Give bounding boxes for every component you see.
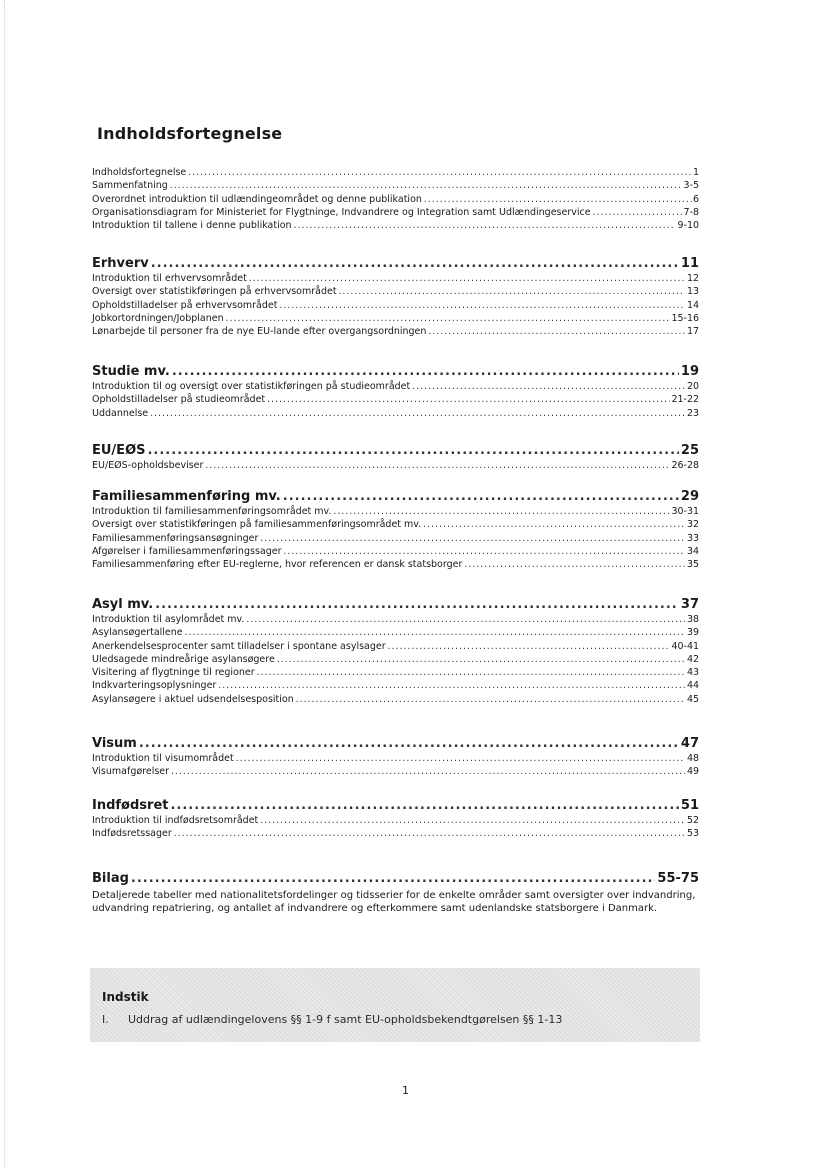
toc-section-heading[interactable]: Familiesammenføring mv. ..... 29 — [92, 489, 699, 505]
toc-entry[interactable]: Introduktion til visumområdet ..... 48 — [92, 752, 699, 765]
toc-section-heading[interactable]: Indfødsret ..... 51 — [92, 798, 699, 814]
page-edge — [0, 0, 5, 1168]
toc-entry[interactable]: Sammenfatning ..... 3-5 — [92, 179, 699, 192]
toc-entry[interactable]: Jobkortordningen/Jobplanen ..... 15-16 — [92, 312, 699, 325]
toc-entry[interactable]: Overordnet introduktion til udlændingeområdet og denne publikation ..... 6 — [92, 193, 699, 206]
toc-entry[interactable]: Opholdstilladelser på erhvervsområdet ..... 14 — [92, 299, 699, 312]
toc-section-visum — [92, 736, 699, 779]
toc-section-bilag — [92, 871, 699, 915]
toc-entry[interactable]: Uddannelse ..... 23 — [92, 407, 699, 420]
toc-section-erhverv — [92, 256, 699, 338]
appendix-box — [90, 968, 700, 1042]
toc-section-heading[interactable]: EU/EØS ..... 25 — [92, 443, 699, 459]
toc-section-heading[interactable]: Asyl mv. ..... 37 — [92, 597, 699, 613]
toc-section-heading[interactable]: Studie mv. ..... 19 — [92, 364, 699, 380]
appendix-item-number: I. — [102, 1013, 109, 1026]
toc-entry[interactable]: Anerkendelsesprocenter samt tilladelser i spontane asylsager ..... 40-41 — [92, 640, 699, 653]
bilag-description: Detaljerede tabeller med nationalitetsfordelinger og tidsserier for de enkelte områder samt oversigter over indvandring, udvandring repatriering, og antallet af indvandrere og efterkommere samt udenlandske statsborgere i Danmark. — [92, 890, 696, 914]
toc-section-asyl — [92, 597, 699, 706]
toc-entry[interactable]: Introduktion til indfødsretsområdet ..... 52 — [92, 814, 699, 827]
toc-section-familiesammenforing — [92, 489, 699, 571]
toc-entry[interactable]: Lønarbejde til personer fra de nye EU-lande efter overgangsordningen ..... 17 — [92, 325, 699, 338]
toc-entry[interactable]: Indkvarteringsoplysninger ..... 44 — [92, 679, 699, 692]
toc-section-heading[interactable]: Erhverv ..... 11 — [92, 256, 699, 272]
toc-entry[interactable]: Indfødsretssager ..... 53 — [92, 827, 699, 840]
toc-entry[interactable]: Oversigt over statistikføringen på familiesammenføringsområdet mv. ..... 32 — [92, 518, 699, 531]
toc-entry[interactable]: Asylansøgertallene ..... 39 — [92, 626, 699, 639]
toc-entry[interactable]: Introduktion til tallene i denne publikation ..... 9-10 — [92, 219, 699, 232]
toc-intro-block — [92, 166, 699, 232]
toc-entry[interactable]: Introduktion til familiesammenføringsområdet mv. ..... 30-31 — [92, 505, 699, 518]
toc-entry[interactable]: Organisationsdiagram for Ministeriet for Flygtninge, Indvandrere og Integration samt Udlændingeservice ..... 7-8 — [92, 206, 699, 219]
toc-entry[interactable]: Afgørelser i familiesammenføringssager ..... 34 — [92, 545, 699, 558]
toc-entry[interactable]: Uledsagede mindreårige asylansøgere ..... 42 — [92, 653, 699, 666]
toc-entry[interactable]: Indholdsfortegnelse ..... 1 — [92, 166, 699, 179]
toc-entry[interactable]: Familiesammenføringsansøgninger ..... 33 — [92, 532, 699, 545]
appendix-title: Indstik — [102, 990, 149, 1004]
toc-section-studie — [92, 364, 699, 420]
toc-entry[interactable]: Introduktion til asylområdet mv. ..... 38 — [92, 613, 699, 626]
page-number: 1 — [402, 1084, 409, 1097]
toc-entry[interactable]: Visumafgørelser ..... 49 — [92, 765, 699, 778]
toc-entry[interactable]: Visitering af flygtninge til regioner ..... 43 — [92, 666, 699, 679]
toc-entry[interactable]: Oversigt over statistikføringen på erhvervsområdet ..... 13 — [92, 285, 699, 298]
appendix-item-text: Uddrag af udlændingelovens §§ 1-9 f samt EU-opholdsbekendtgørelsen §§ 1-13 — [128, 1013, 563, 1026]
toc-entry[interactable]: Familiesammenføring efter EU-reglerne, hvor referencen er dansk statsborger ..... 35 — [92, 558, 699, 571]
toc-section-eu-eos — [92, 443, 699, 472]
toc-entry[interactable]: Asylansøgere i aktuel udsendelsesposition ..... 45 — [92, 693, 699, 706]
toc-section-heading[interactable]: Bilag ..... 55-75 — [92, 871, 699, 887]
toc-entry[interactable]: EU/EØS-opholdsbeviser ..... 26-28 — [92, 459, 699, 472]
toc-section-heading[interactable]: Visum ..... 47 — [92, 736, 699, 752]
toc-entry[interactable]: Opholdstilladelser på studieområdet ..... 21-22 — [92, 393, 699, 406]
toc-entry[interactable]: Introduktion til og oversigt over statistikføringen på studieområdet ..... 20 — [92, 380, 699, 393]
toc-section-indfodsret — [92, 798, 699, 841]
appendix-item[interactable] — [102, 1013, 562, 1026]
toc-entry[interactable]: Introduktion til erhvervsområdet ..... 12 — [92, 272, 699, 285]
page-title: Indholdsfortegnelse — [97, 124, 283, 143]
